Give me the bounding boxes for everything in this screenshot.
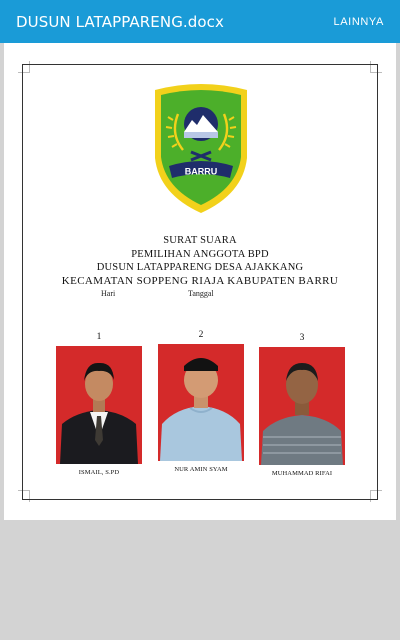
candidate-portrait-icon (259, 347, 345, 465)
candidate-card (55, 332, 143, 476)
candidate-photo (259, 347, 345, 465)
candidate-photo (158, 344, 244, 461)
more-menu-button[interactable]: LAINNYA (333, 15, 384, 28)
document-page[interactable] (4, 43, 396, 520)
regency-emblem-icon (151, 82, 251, 215)
ballot-heading (23, 234, 377, 288)
document-title: DUSUN LATAPPARENG.docx (16, 12, 225, 31)
candidate-number: 1 (96, 332, 102, 342)
candidate-portrait-icon (56, 346, 142, 464)
candidate-name: MUHAMMAD RIFAI (271, 470, 333, 477)
day-label: Hari (101, 289, 116, 298)
ballot-frame (22, 64, 378, 500)
candidate-name: NUR AMIN SYAM (174, 466, 228, 473)
heading-line: SURAT SUARA (163, 235, 237, 246)
candidate-portrait-icon (158, 344, 244, 461)
candidate-card (157, 330, 245, 473)
app-bar (0, 0, 400, 43)
heading-line: DUSUN LATAPPARENG DESA AJAKKANG (96, 262, 304, 273)
candidate-number: 3 (299, 333, 305, 343)
candidate-name: ISMAIL, S.PD (78, 469, 120, 476)
candidate-photo (56, 346, 142, 464)
heading-line: KECAMATAN SOPPENG RIAJA KABUPATEN BARRU (61, 274, 339, 287)
emblem-label: BARRU (184, 166, 218, 177)
date-label: Tanggal (188, 289, 214, 298)
candidate-number: 2 (198, 330, 204, 340)
candidate-card (258, 333, 346, 477)
heading-line: PEMILIHAN ANGGOTA BPD (131, 248, 269, 260)
